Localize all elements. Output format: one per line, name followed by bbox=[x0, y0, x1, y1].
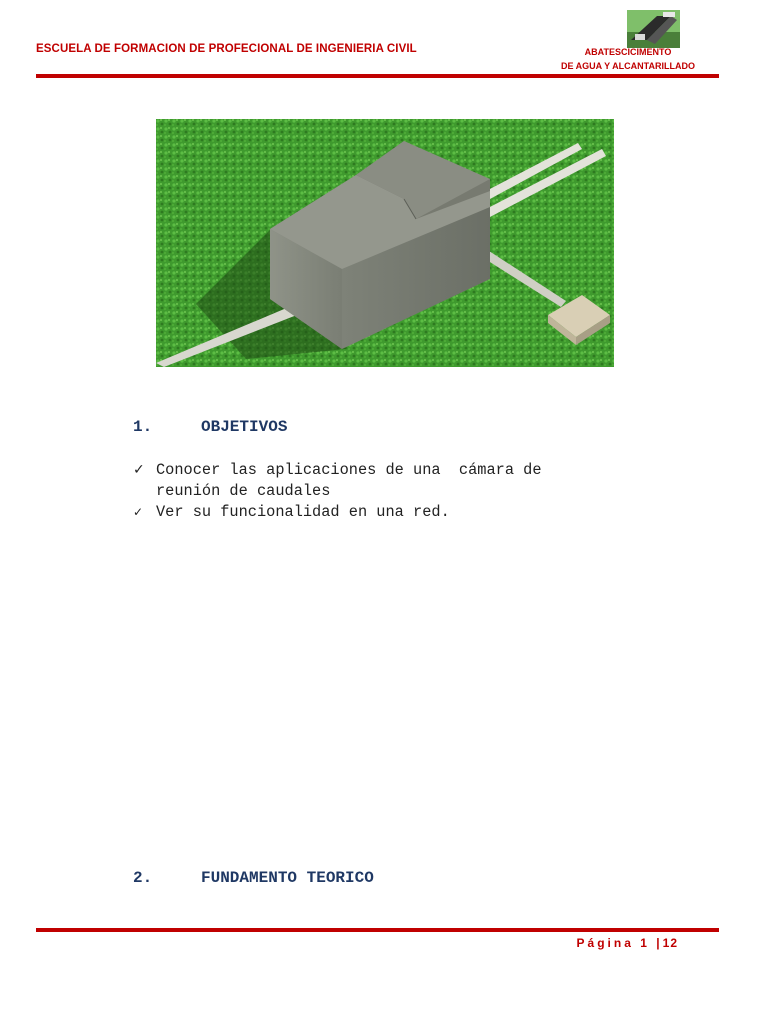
section-heading-objetivos bbox=[133, 418, 287, 436]
checkmark-icon: ✓ bbox=[133, 462, 145, 478]
section-title: FUNDAMENTO TEORICO bbox=[201, 869, 374, 887]
section-number: 2. bbox=[133, 869, 153, 887]
objective-text-line: reunión de caudales bbox=[156, 482, 331, 500]
page-word: Página bbox=[576, 936, 634, 950]
page-separator: | bbox=[656, 936, 660, 950]
header-logo bbox=[627, 10, 680, 48]
page-number: 1 bbox=[640, 936, 650, 950]
section-number: 1. bbox=[133, 418, 153, 436]
section-title: OBJETIVOS bbox=[201, 418, 288, 436]
objective-item bbox=[133, 502, 633, 523]
page-footer bbox=[577, 936, 678, 950]
objective-text-line: Conocer las aplicaciones de una cámara de bbox=[156, 461, 542, 479]
objectives-list bbox=[133, 460, 633, 523]
page-total: 12 bbox=[662, 936, 678, 950]
header-school-title: ESCUELA DE FORMACION DE PROFECIONAL DE INGENIERIA CIVIL bbox=[36, 43, 417, 55]
objective-text-line: Ver su funcionalidad en una red. bbox=[156, 503, 450, 521]
header-course-line1: ABATESCICIMENTO bbox=[584, 47, 672, 57]
header-course-line2: DE AGUA Y ALCANTARILLADO bbox=[561, 61, 695, 71]
footer-rule bbox=[36, 928, 719, 932]
objective-item bbox=[133, 460, 633, 502]
section-heading-fundamento bbox=[133, 869, 374, 887]
chamber-render-image bbox=[156, 119, 614, 367]
checkmark-icon: ✓ bbox=[133, 505, 144, 519]
header-course-title bbox=[561, 45, 695, 73]
header-rule bbox=[36, 74, 719, 78]
